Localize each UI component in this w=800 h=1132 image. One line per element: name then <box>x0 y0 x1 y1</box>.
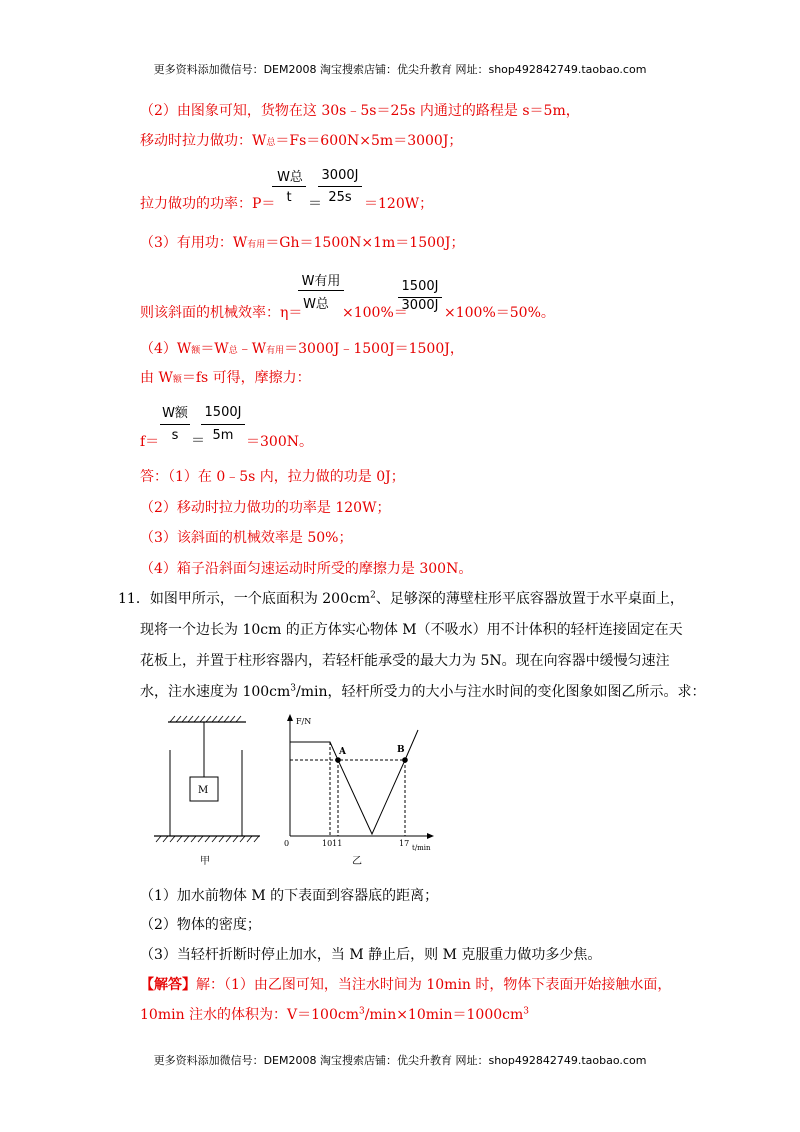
solution-line-friction-intro <box>140 367 311 387</box>
fraction-bar <box>201 424 245 425</box>
subscript: 额 <box>191 346 201 356</box>
solution-line-friction-a: f＝ <box>140 434 160 450</box>
text-segment: ＝fs 可得，摩擦力： <box>181 370 311 386</box>
fraction-denominator: 25s <box>328 190 352 205</box>
solution-line-power-a: 拉力做功的功率：P＝ <box>140 196 276 212</box>
subscript: 总 <box>228 346 238 356</box>
x-tick-10-11: 1011 <box>322 839 343 848</box>
fraction-numerator: 1500J <box>204 405 242 420</box>
fraction-bar <box>298 290 344 291</box>
solution-line-work <box>140 130 462 150</box>
origin-label: 0 <box>284 839 290 848</box>
point-a-marker <box>335 757 341 763</box>
text-segment: 10min 注水的体积为：V＝100cm <box>140 1007 359 1023</box>
problem-11-line-1 <box>118 588 684 608</box>
page-footer: 更多资料添加微信号：DEM2008 淘宝搜索店铺：优尖升教育 网址：shop492842749.taobao.com <box>153 1054 647 1067</box>
fraction-denominator: s <box>171 428 179 443</box>
solution-line-efficiency-c: ×100%＝50%。 <box>444 305 555 321</box>
problem-11-line-3: 花板上，并置于柱形容器内，若轻杆能承受的最大力为 5N。现在向容器中缓慢匀速注 <box>140 653 670 669</box>
subscript: 额 <box>172 375 182 385</box>
text-segment: ＝W <box>200 341 229 357</box>
fraction-bar <box>160 424 190 425</box>
figure-jia <box>150 712 270 872</box>
fraction-denominator: t <box>286 190 292 205</box>
subscript: 总 <box>266 138 276 148</box>
x-axis-label: t/min <box>412 844 431 852</box>
solution-start <box>140 974 671 994</box>
text-segment: 移动时拉力做功：W <box>140 133 267 149</box>
solution-line-efficiency-b: ×100%＝ <box>342 305 408 321</box>
problem-11-line-2: 现将一个边长为 10cm 的正方体实心物体 M（不吸水）用不计体积的轻杆连接固定在天 <box>140 622 683 638</box>
text-segment: 由 W <box>140 370 173 386</box>
answer-tag: 【解答】 <box>140 977 196 993</box>
answer-2: （2）移动时拉力做功的功率是 120W； <box>140 500 391 516</box>
superscript: 3 <box>523 1006 529 1017</box>
answer-4: （4）箱子沿斜面匀速运动时所受的摩擦力是 300N。 <box>140 561 473 577</box>
y-axis-label: F/N <box>296 717 312 726</box>
text-segment: ＝Fs＝600N×5m＝3000J； <box>275 133 463 149</box>
x-tick-17: 17 <box>399 839 410 848</box>
text-segment: ＝Gh＝1500N×1m＝1500J； <box>265 235 465 251</box>
subscript: 有用 <box>247 240 266 250</box>
figure-jia-label: 甲 <box>200 856 210 867</box>
fraction-denominator: 3000J <box>401 298 439 313</box>
fraction-numerator: 3000J <box>321 168 359 183</box>
point-b-marker <box>402 757 408 763</box>
text-segment: /min×10min＝1000cm <box>364 1007 524 1023</box>
figure-yi-label: 乙 <box>352 856 362 867</box>
fraction-bar <box>318 186 362 187</box>
figure-yi-graph <box>280 712 440 872</box>
fraction-numerator: W有用 <box>301 274 341 289</box>
fraction-numerator: W总 <box>277 170 303 185</box>
solution-line-useful-work <box>140 232 465 252</box>
answer-1: 答：（1）在 0﹣5s 内，拉力做的功是 0J； <box>140 469 405 485</box>
question-3: （3）当轻杆折断时停止加水，当 M 静止后，则 M 克服重力做功多少焦。 <box>140 947 602 963</box>
fraction-numerator: W额 <box>162 406 188 421</box>
question-2: （2）物体的密度； <box>140 917 261 933</box>
text-segment: 、足够深的薄壁柱形平底容器放置于水平桌面上， <box>375 591 684 607</box>
point-a-label: A <box>339 747 346 757</box>
text-segment: /min，轻杆所受力的大小与注水时间的变化图象如图乙所示。求： <box>296 684 706 700</box>
superscript: 3 <box>290 683 297 694</box>
text-segment: ＝3000J﹣1500J＝1500J， <box>284 341 464 357</box>
fraction-bar <box>272 186 306 187</box>
block-label: M <box>198 785 209 796</box>
solution-line-efficiency-a: 则该斜面的机械效率：η＝ <box>140 305 303 321</box>
fraction-denominator: W总 <box>303 297 329 312</box>
text-segment: 11．如图甲所示，一个底面积为 200cm <box>118 591 371 607</box>
fraction-denominator: 5m <box>212 428 234 443</box>
equals-sign: ＝ <box>308 196 322 212</box>
text-segment: 解：（1）由乙图可知，当注水时间为 10min 时，物体下表面开始接触水面， <box>196 977 672 993</box>
equals-sign: ＝ <box>191 433 205 449</box>
solution-volume-line <box>140 1004 529 1024</box>
text-segment: ﹣W <box>237 341 267 357</box>
text-segment: （4）W <box>140 341 192 357</box>
text-segment: 水，注水速度为 100cm <box>140 684 291 700</box>
page-header: 更多资料添加微信号：DEM2008 淘宝搜索店铺：优尖升教育 网址：shop492842749.taobao.com <box>153 63 647 76</box>
problem-11-line-4 <box>140 681 706 701</box>
superscript: 2 <box>370 590 376 601</box>
answer-3: （3）该斜面的机械效率是 50%； <box>140 530 353 546</box>
question-1: （1）加水前物体 M 的下表面到容器底的距离； <box>140 888 439 904</box>
point-b-label: B <box>397 745 405 755</box>
solution-line-power-b: ＝120W； <box>364 196 434 212</box>
solution-line-friction-b: ＝300N。 <box>246 434 313 450</box>
subscript: 有用 <box>266 346 285 356</box>
solution-line-extra-work <box>140 338 464 358</box>
text-segment: （3）有用功：W <box>140 235 248 251</box>
superscript: 3 <box>358 1006 365 1017</box>
fraction-numerator: 1500J <box>401 279 439 294</box>
solution-line-2: （2）由图象可知，货物在这 30s﹣5s＝25s 内通过的路程是 s＝5m， <box>140 103 580 119</box>
